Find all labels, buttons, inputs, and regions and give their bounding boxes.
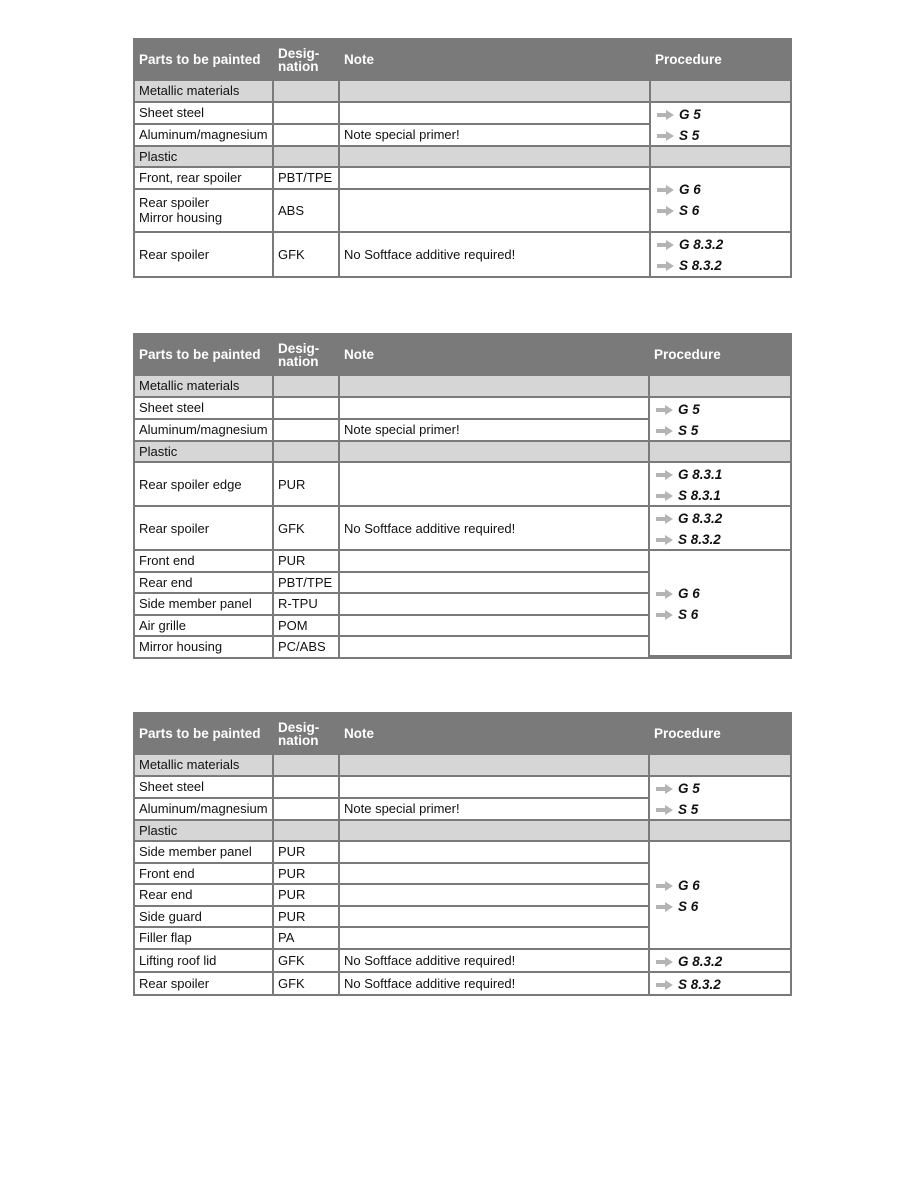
designation-cell: PUR xyxy=(274,907,340,929)
procedure-ref: S 5 xyxy=(656,419,790,440)
part-cell: Rear spoiler xyxy=(135,507,274,551)
designation-cell: PBT/TPE xyxy=(274,168,340,190)
part-cell: Front end xyxy=(135,864,274,886)
right-arrow-icon xyxy=(656,515,673,522)
section-label: Plastic xyxy=(135,821,274,843)
right-arrow-icon xyxy=(656,590,673,597)
header-parts: Parts to be painted xyxy=(135,335,274,376)
table-row xyxy=(135,398,790,420)
section-row-plastic xyxy=(135,821,790,843)
right-arrow-icon xyxy=(657,241,674,248)
procedure-ref: S 8.3.1 xyxy=(656,484,790,505)
section-row-plastic xyxy=(135,147,790,169)
section-label: Metallic materials xyxy=(135,755,274,777)
procedure-ref: G 6 xyxy=(656,582,790,603)
procedure-ref: G 6 xyxy=(656,874,790,895)
procedure-cell xyxy=(651,233,790,276)
designation-cell: GFK xyxy=(274,950,340,973)
procedure-cell xyxy=(651,103,790,147)
procedure-ref: G 5 xyxy=(656,398,790,419)
note-cell xyxy=(340,907,650,929)
note-cell xyxy=(340,594,650,616)
part-cell: Side member panel xyxy=(135,594,274,616)
designation-cell: POM xyxy=(274,616,340,638)
part-cell: Aluminum/magnesium xyxy=(135,420,274,442)
section-label: Plastic xyxy=(135,147,274,169)
procedure-cell xyxy=(650,842,790,950)
right-arrow-icon xyxy=(656,471,673,478)
procedure-ref: S 6 xyxy=(656,603,790,624)
part-cell: Rear spoiler xyxy=(135,233,274,276)
procedure-cell xyxy=(650,507,790,551)
note-cell: No Softface additive required! xyxy=(340,950,650,973)
note-cell: No Softface additive required! xyxy=(340,973,650,994)
part-cell: Rear end xyxy=(135,885,274,907)
procedure-ref: S 6 xyxy=(657,199,790,220)
part-cell: Aluminum/magnesium xyxy=(135,125,274,147)
designation-cell: GFK xyxy=(274,233,340,276)
header-designation: Desig- nation xyxy=(274,335,340,376)
note-cell xyxy=(340,842,650,864)
procedure-cell xyxy=(650,973,790,994)
table-row xyxy=(135,463,790,507)
part-cell: Side guard xyxy=(135,907,274,929)
note-cell xyxy=(340,551,650,573)
part-cell: Rear spoiler edge xyxy=(135,463,274,507)
table-row xyxy=(135,103,790,125)
designation-cell: PA xyxy=(274,928,340,950)
header-note: Note xyxy=(340,335,650,376)
right-arrow-icon xyxy=(657,207,674,214)
table-header xyxy=(135,714,790,755)
designation-cell: PC/ABS xyxy=(274,637,340,657)
note-cell xyxy=(340,885,650,907)
note-cell xyxy=(340,190,651,233)
note-cell xyxy=(340,777,650,799)
procedure-cell xyxy=(650,463,790,507)
procedure-ref: G 6 xyxy=(657,178,790,199)
designation-cell: R-TPU xyxy=(274,594,340,616)
paint-table-3 xyxy=(133,712,792,996)
note-cell xyxy=(340,616,650,638)
procedure-cell xyxy=(650,398,790,442)
table-row xyxy=(135,507,790,551)
note-cell xyxy=(340,928,650,950)
procedure-ref: S 5 xyxy=(656,798,790,819)
right-arrow-icon xyxy=(656,903,673,910)
part-cell: Sheet steel xyxy=(135,103,274,125)
part-cell: Rear spoiler xyxy=(135,973,274,994)
table-row xyxy=(135,551,790,573)
part-cell: Side member panel xyxy=(135,842,274,864)
right-arrow-icon xyxy=(657,132,674,139)
header-parts: Parts to be painted xyxy=(135,714,274,755)
designation-cell xyxy=(274,125,340,147)
designation-cell: GFK xyxy=(274,973,340,994)
header-procedure: Procedure xyxy=(650,714,790,755)
header-procedure: Procedure xyxy=(650,335,790,376)
table-header xyxy=(135,40,790,81)
paint-table-2 xyxy=(133,333,792,659)
paint-table-1 xyxy=(133,38,792,278)
section-label: Metallic materials xyxy=(135,376,274,398)
right-arrow-icon xyxy=(657,186,674,193)
note-cell: Note special primer! xyxy=(340,420,650,442)
table-row xyxy=(135,973,790,994)
note-cell xyxy=(340,864,650,886)
right-arrow-icon xyxy=(657,262,674,269)
section-row-metallic xyxy=(135,376,790,398)
header-procedure: Procedure xyxy=(651,40,790,81)
part-cell: Sheet steel xyxy=(135,398,274,420)
table-header xyxy=(135,335,790,376)
header-note: Note xyxy=(340,40,651,81)
header-parts: Parts to be painted xyxy=(135,40,274,81)
header-designation: Desig- nation xyxy=(274,40,340,81)
procedure-ref: G 8.3.2 xyxy=(657,233,790,254)
right-arrow-icon xyxy=(656,611,673,618)
designation-cell: GFK xyxy=(274,507,340,551)
part-cell: Front end xyxy=(135,551,274,573)
part-cell: Rear end xyxy=(135,573,274,595)
procedure-ref: S 5 xyxy=(657,124,790,145)
section-label: Plastic xyxy=(135,442,274,464)
right-arrow-icon xyxy=(656,981,673,988)
designation-cell: PUR xyxy=(274,864,340,886)
procedure-ref: S 8.3.2 xyxy=(657,254,790,275)
table-row xyxy=(135,233,790,276)
note-cell: Note special primer! xyxy=(340,125,651,147)
table-row xyxy=(135,842,790,864)
designation-cell xyxy=(274,103,340,125)
procedure-ref: G 5 xyxy=(657,103,790,124)
part-cell: Air grille xyxy=(135,616,274,638)
header-note: Note xyxy=(340,714,650,755)
note-cell: No Softface additive required! xyxy=(340,507,650,551)
note-cell xyxy=(340,637,650,657)
designation-cell xyxy=(274,420,340,442)
note-cell xyxy=(340,463,650,507)
header-designation: Desig- nation xyxy=(274,714,340,755)
note-cell xyxy=(340,398,650,420)
designation-cell: PUR xyxy=(274,551,340,573)
designation-cell xyxy=(274,799,340,821)
right-arrow-icon xyxy=(656,806,673,813)
table-row xyxy=(135,950,790,973)
procedure-ref: S 8.3.2 xyxy=(656,973,790,994)
part-cell: Lifting roof lid xyxy=(135,950,274,973)
procedure-cell xyxy=(650,950,790,973)
part-cell: Filler flap xyxy=(135,928,274,950)
section-label: Metallic materials xyxy=(135,81,274,103)
note-cell: No Softface additive required! xyxy=(340,233,651,276)
table-row xyxy=(135,168,790,190)
procedure-ref: G 8.3.2 xyxy=(656,950,790,971)
procedure-ref: G 8.3.2 xyxy=(656,507,790,528)
note-cell xyxy=(340,573,650,595)
part-cell: Rear spoiler Mirror housing xyxy=(135,190,274,233)
table-row xyxy=(135,777,790,799)
right-arrow-icon xyxy=(656,958,673,965)
right-arrow-icon xyxy=(657,111,674,118)
note-cell xyxy=(340,103,651,125)
part-cell: Sheet steel xyxy=(135,777,274,799)
part-cell: Front, rear spoiler xyxy=(135,168,274,190)
right-arrow-icon xyxy=(656,406,673,413)
section-row-plastic xyxy=(135,442,790,464)
part-cell: Aluminum/magnesium xyxy=(135,799,274,821)
procedure-ref: G 8.3.1 xyxy=(656,463,790,484)
procedure-ref: S 6 xyxy=(656,895,790,916)
designation-cell: ABS xyxy=(274,190,340,233)
section-row-metallic xyxy=(135,81,790,103)
procedure-cell xyxy=(650,551,790,657)
designation-cell: PUR xyxy=(274,463,340,507)
procedure-ref: S 8.3.2 xyxy=(656,528,790,549)
designation-cell xyxy=(274,398,340,420)
note-cell: Note special primer! xyxy=(340,799,650,821)
part-cell: Mirror housing xyxy=(135,637,274,657)
right-arrow-icon xyxy=(656,785,673,792)
note-cell xyxy=(340,168,651,190)
designation-cell: PUR xyxy=(274,842,340,864)
section-row-metallic xyxy=(135,755,790,777)
designation-cell xyxy=(274,777,340,799)
right-arrow-icon xyxy=(656,882,673,889)
procedure-ref: G 5 xyxy=(656,777,790,798)
designation-cell: PUR xyxy=(274,885,340,907)
designation-cell: PBT/TPE xyxy=(274,573,340,595)
right-arrow-icon xyxy=(656,427,673,434)
procedure-cell xyxy=(651,168,790,233)
procedure-cell xyxy=(650,777,790,821)
right-arrow-icon xyxy=(656,536,673,543)
right-arrow-icon xyxy=(656,492,673,499)
